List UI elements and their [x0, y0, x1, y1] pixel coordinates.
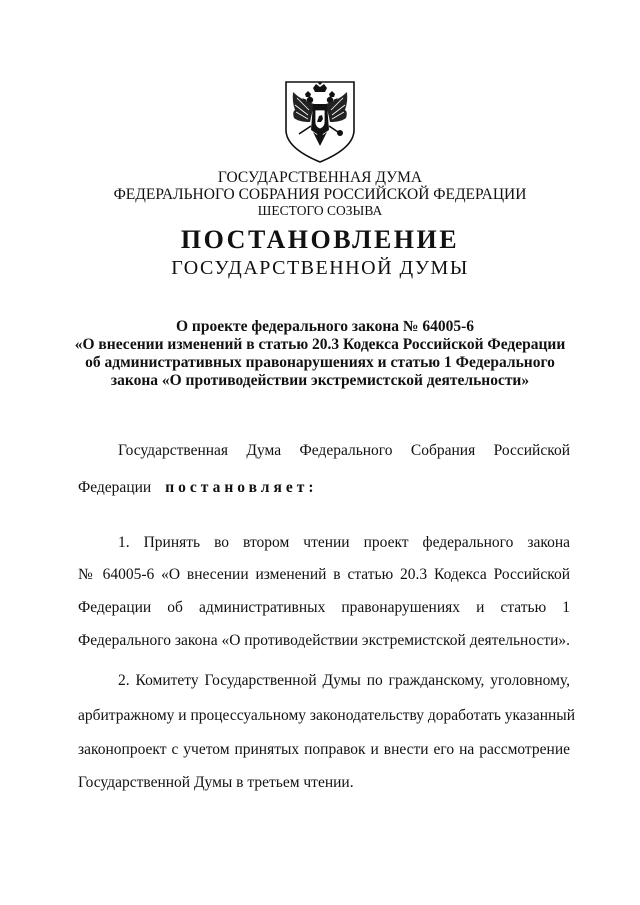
preamble-subject: Федерации	[78, 479, 152, 496]
item-2-line-4: Государственной Думы в третьем чтении.	[78, 774, 354, 791]
preamble-line-1: Государственная Дума Федерального Собрания Российской	[118, 442, 570, 459]
item-2-line-3: законопроект с учетом принятых поправок и внести его на рассмотрение	[78, 741, 570, 758]
item-1-line-1: 1. Принять во втором чтении проект федерального закона	[118, 534, 570, 551]
coat-of-arms-emblem	[283, 78, 357, 164]
item-1-line-4: Федерального закона «О противодействии экстремистской деятельности».	[78, 632, 571, 649]
item-1-line-3: Федерации об административных правонарушениях и статью 1	[78, 599, 570, 616]
preamble-line-2	[78, 478, 318, 498]
item-2-line-1: 2. Комитету Государственной Думы по гражданскому, уголовному,	[118, 672, 570, 689]
subject-line-3: об административных правонарушениях и статью 1 Федерального	[85, 354, 555, 371]
org-line-1: ГОСУДАРСТВЕННАЯ ДУМА	[217, 169, 423, 186]
subject-line-1: О проекте федерального закона № 64005-6	[175, 318, 474, 335]
document-type-title: ПОСТАНОВЛЕНИЕ	[180, 225, 460, 254]
subject-line-4: закона «О противодействии экстремистской деятельности»	[110, 372, 530, 389]
decision-verb: постановляет:	[165, 479, 318, 496]
document-issuer-subtitle: ГОСУДАРСТВЕННОЙ ДУМЫ	[171, 257, 469, 279]
item-1-line-2: № 64005-6 «О внесении изменений в статью 20.3 Кодекса Российской	[78, 566, 570, 583]
convocation: ШЕСТОГО СОЗЫВА	[257, 203, 383, 218]
subject-line-2: «О внесении изменений в статью 20.3 Кодекса Российской Федерации	[74, 336, 566, 353]
item-2-line-2: арбитражному и процессуальному законодательству доработать указанный	[78, 707, 575, 724]
org-line-2: ФЕДЕРАЛЬНОГО СОБРАНИЯ РОССИЙСКОЙ ФЕДЕРАЦИИ	[113, 186, 527, 203]
